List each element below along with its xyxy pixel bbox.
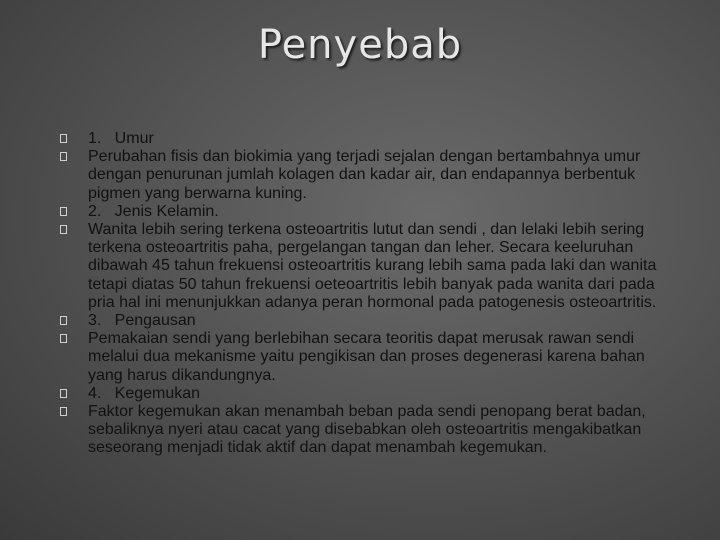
list-item-text: 4. Kegemukan xyxy=(88,384,201,402)
hollow-square-icon xyxy=(60,152,67,161)
list-item xyxy=(60,385,660,403)
list-item-text: 1. Umur xyxy=(88,130,154,147)
hollow-square-icon xyxy=(60,334,67,343)
slide-title: Penyebab xyxy=(257,22,463,68)
list-item-text: 2. Jenis Kelamin. xyxy=(88,202,219,220)
list-item xyxy=(60,403,660,458)
hollow-square-icon xyxy=(60,134,67,143)
list-item xyxy=(60,148,660,203)
list-item xyxy=(60,130,660,148)
list-item xyxy=(60,312,660,330)
list-item xyxy=(60,330,660,385)
list-item-text: 3. Pengausan xyxy=(88,312,196,330)
list-item-text: Pemakaian sendi yang berlebihan secara teoritis dapat merusak rawan sendi melalui dua mekanisme yaitu pengikisan dan proses degenerasi karena bahan yang harus dikandungnya. xyxy=(88,330,645,384)
hollow-square-icon xyxy=(60,225,67,234)
hollow-square-icon xyxy=(60,407,67,416)
list-item-text: Wanita lebih sering terkena osteoartritis lutut dan sendi , dan lelaki lebih sering terkena osteoartritis paha, pergelangan tangan dan leher. Secara keeluruhan dibawah 45 tahun frekuensi osteoartritis kurang lebih sama pada laki dan wanita tetapi diatas 50 tahun frekuensi oeteoartritis lebih banyak pada wanita dari pada pria hal ini menunjukkan adanya peran hormonal pada patogenesis osteoartritis. xyxy=(88,221,657,311)
list-item-text: Perubahan fisis dan biokimia yang terjadi sejalan dengan bertambahnya umur dengan penurunan jumlah kolagen dan kadar air, dan endapannya berbentuk pigmen yang berwarna kuning. xyxy=(88,148,641,202)
hollow-square-icon xyxy=(60,207,67,216)
bullet-list xyxy=(60,130,660,458)
hollow-square-icon xyxy=(60,389,67,398)
hollow-square-icon xyxy=(60,316,67,325)
list-item-text: Faktor kegemukan akan menambah beban pada sendi penopang berat badan, sebaliknya nyeri atau cacat yang disebabkan oleh osteoartritis mengakibatkan seseorang menjadi tidak aktif dan dapat menambah kegemukan. xyxy=(88,403,646,457)
list-item xyxy=(60,203,660,221)
list-item xyxy=(60,221,660,312)
